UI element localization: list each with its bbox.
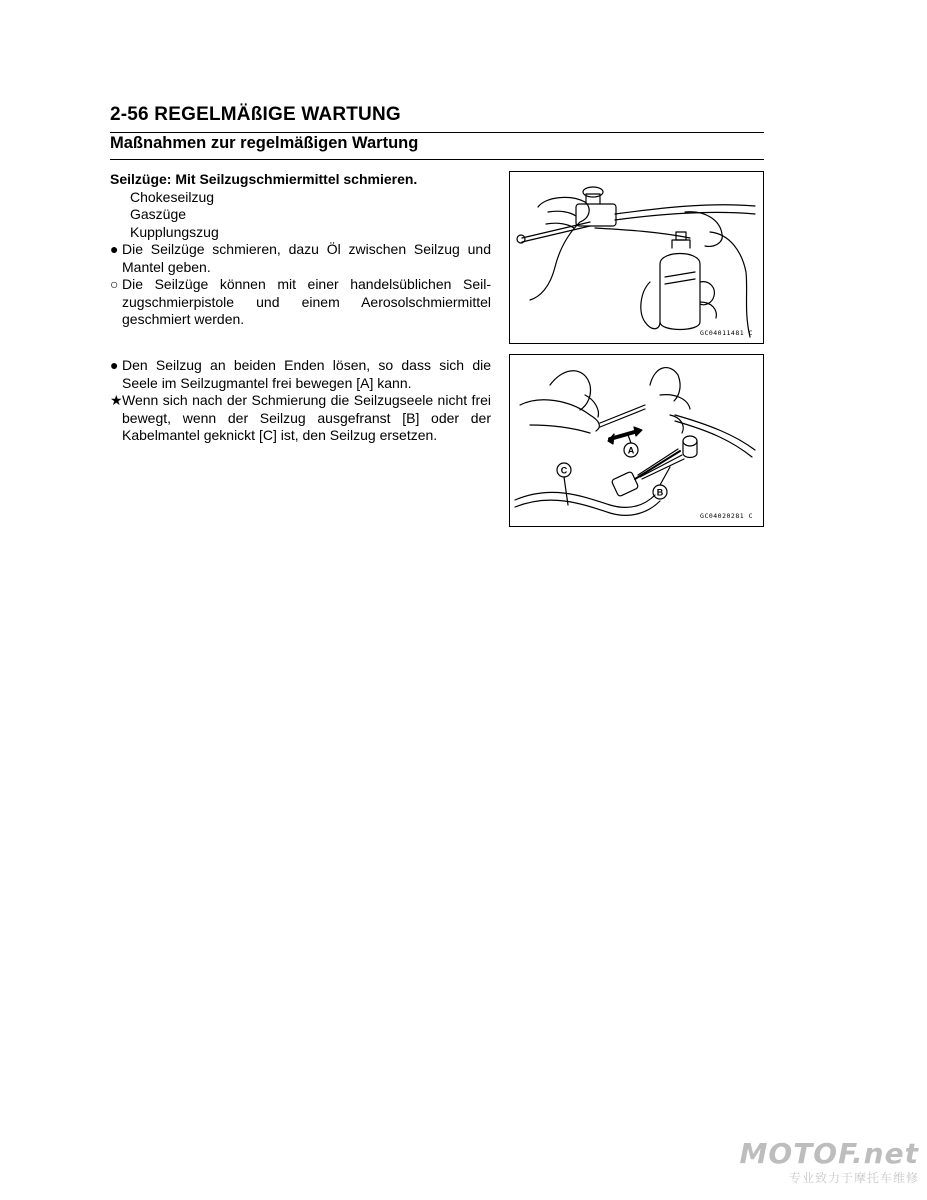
- cable-lubrication-illustration: [510, 172, 762, 342]
- label-b: B: [656, 487, 664, 498]
- figure-code: GC04020281 C: [700, 512, 753, 520]
- cable-list-item: Kupplungszug: [130, 223, 219, 240]
- cable-lubrication-block: [110, 171, 491, 329]
- instruction-text: Wenn sich nach der Schmierung die Seilzugseele nicht frei bewegt, wenn der Seilzug ausgefranst [B] oder der Kabelmantel geknickt [C] ist, den Seilzug ersetzen.: [122, 392, 491, 443]
- label-a: A: [627, 445, 635, 456]
- bullet-marker: ●: [110, 357, 119, 373]
- bullet-marker: ●: [110, 241, 119, 257]
- figure-cable-lubrication: [509, 171, 764, 344]
- instruction-item: [110, 241, 491, 276]
- watermark: [740, 1139, 919, 1186]
- cable-heading: Seilzüge: Mit Seilzugschmiermittel schmieren.: [110, 171, 418, 187]
- page-title: 2-56 REGELMÄßIGE WARTUNG: [110, 104, 401, 125]
- instruction-item: [110, 276, 491, 329]
- figure-cable-inspection: [509, 354, 764, 527]
- note-marker: ○: [110, 276, 119, 292]
- title-rule: [110, 132, 764, 133]
- instruction-text: Den Seilzug an beiden Enden lösen, so dass sich die Seele im Seilzugmantel frei bewegen [A] kann.: [122, 357, 491, 391]
- instruction-item: [110, 392, 491, 445]
- watermark-logo: MOTOF.net: [739, 1137, 919, 1170]
- figure-code: GC04011481 C: [700, 329, 753, 337]
- cable-list-item: Gaszüge: [130, 206, 187, 222]
- cable-inspection-illustration: [510, 355, 762, 525]
- cable-list-item: Chokeseilzug: [130, 188, 215, 205]
- instruction-text: Die Seilzüge schmieren, dazu Öl zwischen Seilzug und Mantel geben.: [122, 241, 491, 275]
- star-marker: ★: [110, 392, 123, 408]
- instruction-text: Die Seilzüge können mit einer handelsüblichen Seil-zugschmierpistole und einem Aerosolschmiermittel geschmiert werden.: [122, 276, 491, 327]
- section-title: Maßnahmen zur regelmäßigen Wartung: [110, 134, 419, 152]
- label-c: C: [560, 465, 568, 476]
- cable-check-block: [110, 357, 491, 445]
- instruction-item: [110, 357, 491, 392]
- section-rule: [110, 159, 764, 160]
- watermark-tagline: 专业致力于摩托车维修: [788, 1171, 919, 1185]
